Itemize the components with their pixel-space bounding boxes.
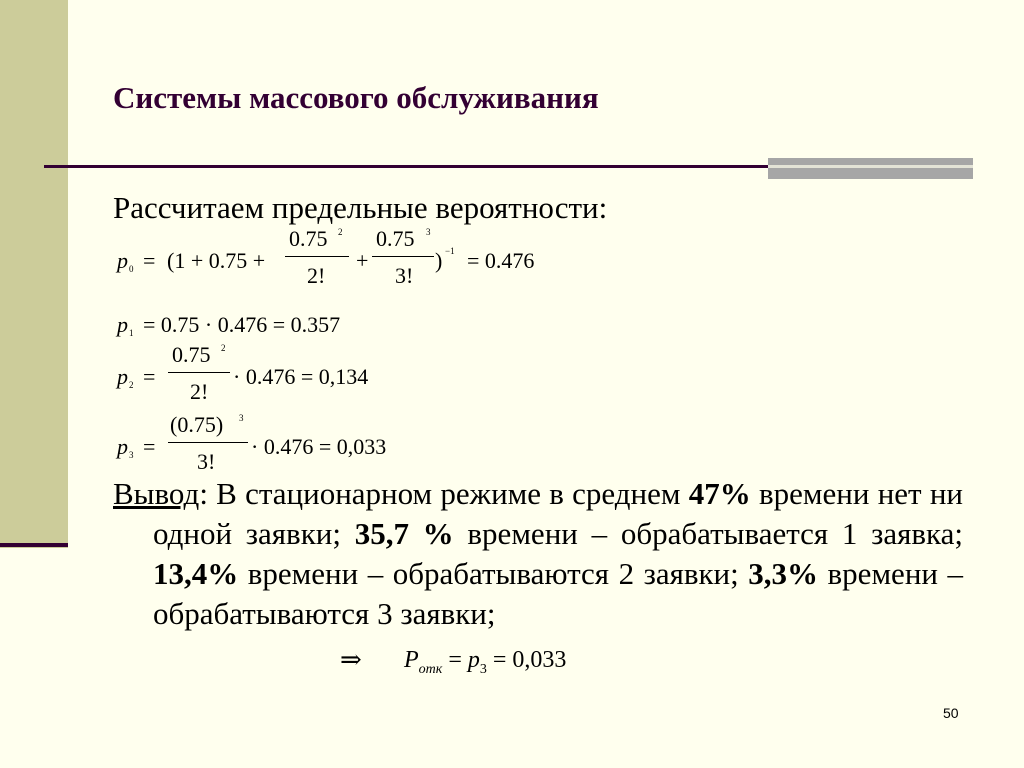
conclusion-value-47: 47% <box>688 476 751 511</box>
slide-title: Системы массового обслуживания <box>113 80 599 115</box>
conclusion-text-5: времени – обрабатываются 3 заявки; <box>153 556 964 631</box>
formula-p0-fraction1-line <box>285 256 349 257</box>
formula-p0-close: ) <box>435 248 443 273</box>
side-accent-bar <box>0 0 68 548</box>
formula-p0-den2: 3! <box>395 263 414 288</box>
formula-p3-fraction-line <box>168 442 248 443</box>
formula-p0-result: = 0.476 <box>467 248 535 273</box>
conclusion-value-33: 3,3% <box>748 556 819 591</box>
formula-p2-num: 0.75 <box>172 342 211 367</box>
conclusion-block <box>113 474 963 634</box>
page-number: 50 <box>943 705 959 721</box>
formula-p1 <box>113 312 413 342</box>
formula-p1-symbol: p <box>117 312 128 337</box>
conclusion-text-3: времени – обрабатывается 1 заявка; <box>453 516 963 551</box>
side-accent-rule <box>0 543 68 547</box>
result-P-subscript: отк <box>418 662 443 677</box>
result-p-subscript: 3 <box>479 662 487 677</box>
formula-p3-symbol: p <box>117 434 128 459</box>
conclusion-colon: : <box>199 476 208 511</box>
formula-p1-subscript: 1 <box>129 328 134 338</box>
formula-p0-equals: = <box>143 248 156 273</box>
formula-p1-rhs: = 0.75 · 0.476 = 0.357 <box>143 312 341 337</box>
formula-p3 <box>113 412 423 476</box>
result-eq2: = 0,033 <box>486 647 567 673</box>
result-expression <box>404 647 566 678</box>
formula-p0-num1: 0.75 <box>289 226 328 251</box>
formula-p2-den: 2! <box>190 379 209 404</box>
formula-p3-subscript: 3 <box>129 450 134 460</box>
formula-p3-num-exp: 3 <box>239 413 244 423</box>
formula-p2-fraction-line <box>168 372 230 373</box>
formula-p0-open: (1 + 0.75 + <box>167 248 266 273</box>
conclusion-text-2: времени нет ни одной заявки; <box>153 476 964 551</box>
formula-p0-fraction2-line <box>372 256 434 257</box>
formula-p0-symbol: p <box>117 248 128 273</box>
formula-p2 <box>113 342 413 406</box>
title-divider <box>44 165 769 168</box>
formula-p0-num2: 0.75 <box>376 226 415 251</box>
result-p: p <box>467 647 480 673</box>
conclusion-text-1: В стационарном режиме в среднем <box>207 476 689 511</box>
formula-p3-equals: = <box>143 434 156 459</box>
formula-p3-rhs: · 0.476 = 0,033 <box>251 434 387 459</box>
formula-p0-num1-exp: 2 <box>338 227 343 237</box>
formula-p2-subscript: 2 <box>129 380 134 390</box>
conclusion-text-4: времени – обрабатываются 2 заявки; <box>238 556 749 591</box>
formula-p0 <box>113 226 573 290</box>
formula-p3-num: (0.75) <box>170 412 224 437</box>
conclusion-paragraph <box>113 474 963 634</box>
formula-p0-plus: + <box>356 248 369 273</box>
formula-p2-symbol: p <box>117 364 128 389</box>
conclusion-value-134: 13,4% <box>153 556 239 591</box>
formula-p3-den: 3! <box>197 449 216 474</box>
implies-arrow-icon: ⇒ <box>340 645 362 674</box>
formula-p0-subscript: 0 <box>129 264 134 274</box>
formula-p0-close-exp: −1 <box>445 246 455 256</box>
conclusion-label: Вывод <box>113 476 200 511</box>
intro-text: Рассчитаем предельные вероятности: <box>113 190 608 225</box>
formula-p2-equals: = <box>143 364 156 389</box>
formula-p2-num-exp: 2 <box>221 343 226 353</box>
formula-p2-rhs: · 0.476 = 0,134 <box>233 364 369 389</box>
result-P: P <box>404 647 419 673</box>
formula-p0-den1: 2! <box>307 263 326 288</box>
result-eq1: = <box>442 647 468 673</box>
formula-p0-num2-exp: 3 <box>426 227 431 237</box>
conclusion-value-357: 35,7 % <box>354 516 454 551</box>
title-divider-accent <box>768 158 973 179</box>
title-divider-accent-line <box>768 165 973 168</box>
